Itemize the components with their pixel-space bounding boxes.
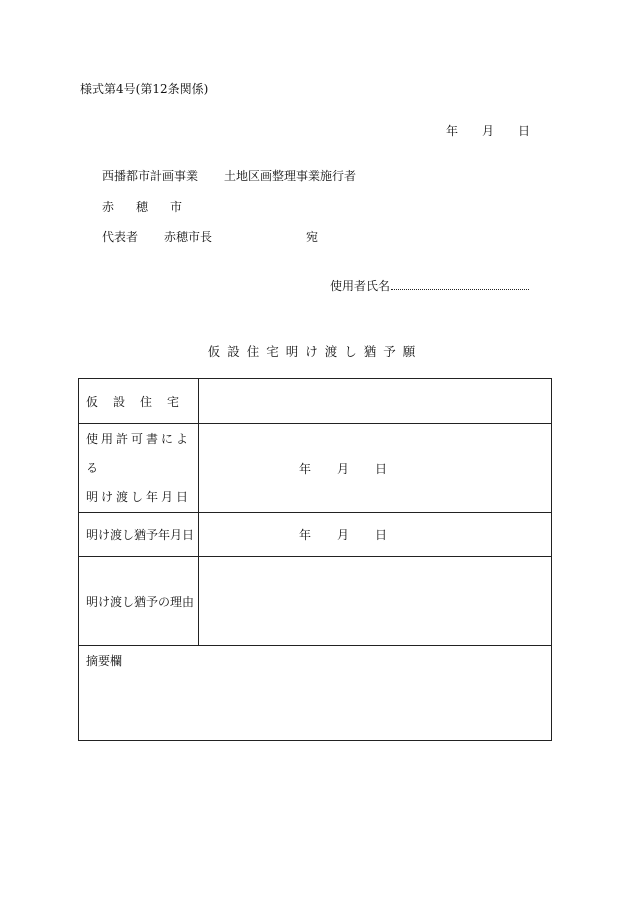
grace-reason-label: 明け渡し猶予の理由 [86, 594, 195, 609]
grace-reason-field[interactable] [199, 557, 551, 645]
addressee-project: 西播都市計画事業 [102, 169, 199, 183]
grace-date-label: 明け渡し猶予年月日 [86, 528, 195, 542]
table-row-temporary-housing [79, 379, 551, 424]
form-number: 様式第4号(第12条関係) [80, 82, 209, 96]
application-table [78, 378, 552, 741]
table-row-grace-reason [79, 557, 551, 646]
label-cell [79, 379, 199, 423]
label-cell [79, 424, 199, 512]
applicant-name-label: 使用者氏名 [330, 279, 391, 293]
grace-date-day: 日 [375, 528, 388, 542]
permit-date-year: 年 [299, 461, 312, 476]
permit-date-label-line1: 使用許可書による [86, 431, 192, 475]
remarks-field[interactable] [79, 646, 551, 740]
addressee-suffix: 宛 [306, 230, 319, 244]
submission-date [446, 122, 530, 139]
addressee-city: 赤穂市 [102, 200, 205, 214]
permit-date-day: 日 [375, 461, 388, 476]
temporary-housing-field[interactable] [199, 379, 551, 423]
permit-date-label-line2: 明け渡し年月日 [86, 489, 192, 504]
date-year: 年 [446, 124, 459, 138]
addressee-line-1 [102, 167, 356, 184]
date-month: 月 [482, 124, 495, 138]
grace-date-year: 年 [299, 528, 312, 542]
applicant-name-field[interactable] [391, 279, 529, 290]
date-day: 日 [518, 124, 531, 138]
label-cell [79, 513, 199, 556]
table-row-grace-date [79, 513, 551, 557]
remarks-label: 摘要欄 [86, 654, 123, 668]
permit-date-month: 月 [337, 461, 350, 476]
permit-date-field[interactable] [199, 424, 551, 512]
addressee-role: 土地区画整理事業施行者 [224, 169, 357, 183]
label-cell [79, 557, 199, 645]
table-row-permit-date [79, 424, 551, 513]
grace-date-field[interactable] [199, 513, 551, 556]
temporary-housing-label: 仮設住宅 [86, 394, 195, 409]
addressee-line-3 [102, 228, 318, 245]
representative-name: 赤穂市長 [164, 230, 213, 244]
applicant-name-line [330, 277, 529, 294]
representative-label: 代表者 [102, 230, 139, 244]
document-title: 仮設住宅明け渡し猶予願 [207, 344, 423, 359]
grace-date-month: 月 [337, 528, 350, 542]
